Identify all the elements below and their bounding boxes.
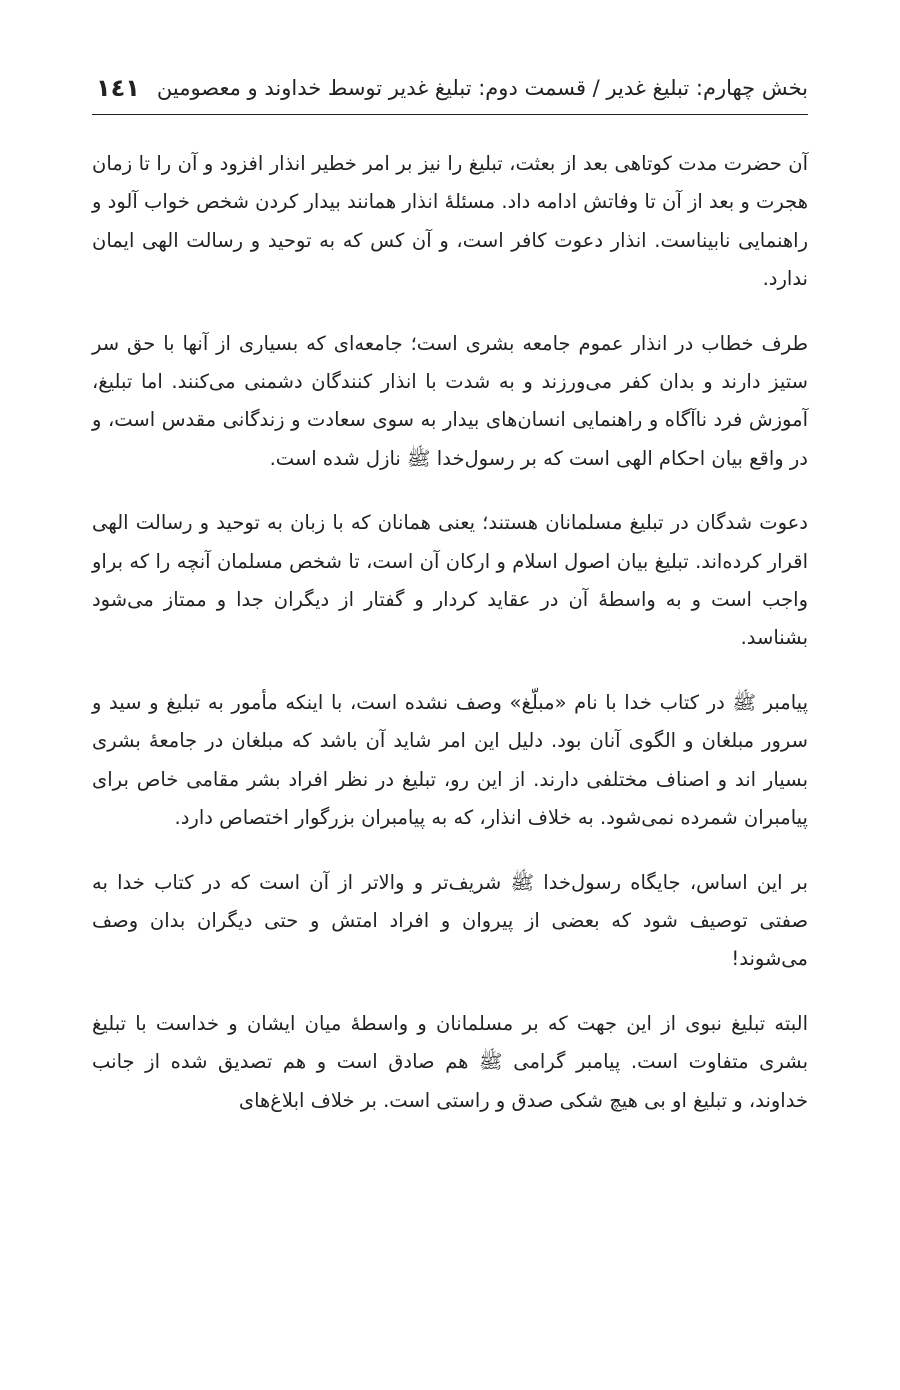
running-header [92,70,808,115]
paragraph-6: البته تبلیغ نبوی از این جهت که بر مسلمانان و واسطهٔ میان ایشان و خداست با تبلیغ بشری متفاوت است. پیامبر گرامی ﷺ هم صادق است و هم تصدیق شده از جانب خداوند، و تبلیغ او بی هیچ شکی صدق و راستی است. بر خلاف ابلاغ‌های [92,1011,808,1112]
paragraph-5: بر این اساس، جایگاه رسول‌خدا ﷺ شریف‌تر و والاتر از آن است که در کتاب خدا به صفتی توصیف شود که بعضی از پیروان و افراد امتش و حتی دیگران بدان وصف می‌شوند! [92,870,808,971]
paragraph-1: آن حضرت مدت کوتاهی بعد از بعثت، تبلیغ را نیز بر امر خطیر انذار افزود و آن را تا زمان هجرت و بعد از آن تا وفاتش ادامه داد. مسئلهٔ انذار همانند بیدار کردن شخص خواب آلود و راهنمایی نابیناست. انذار دعوت کافر است، و آن کس که به توحید و رسالت الهی ایمان ندارد. [92,152,808,291]
book-page [92,70,808,1146]
paragraph-3: دعوت شدگان در تبلیغ مسلمانان هستند؛ یعنی همانان که با زبان به توحید و رسالت الهی اقرار کرده‌اند. تبلیغ بیان اصول اسلام و ارکان آن است، تا شخص مسلمان آنچه را که براو واجب است و به واسطهٔ آن در عقاید کردار و گفتار از دیگران جدا و ممتاز می‌شود بشناسد. [92,511,808,650]
paragraph-2: طرف خطاب در انذار عموم جامعه بشری است؛ جامعه‌ای که بسیاری از آنها با حق سر ستیز دارند و بدان کفر می‌ورزند و به شدت با انذار کنندگان دشمنی می‌کنند. اما تبلیغ، آموزش فرد ناآگاه و راهنمایی انسان‌های بیدار به سوی سعادت و زندگانی مقدس است، و در واقع بیان احکام الهی است که بر رسول‌خدا ﷺ نازل شده است. [92,331,808,470]
running-header-title: بخش چهارم: تبلیغ غدیر / قسمت دوم: تبلیغ غدیر توسط خداوند و معصومین [156,76,808,100]
body-text [92,145,808,1120]
page-number: ١٤١ [96,74,140,102]
paragraph-4: پیامبر ﷺ در کتاب خدا با نام «مبلّغ» وصف نشده است، با اینکه مأمور به تبلیغ و سید و سرور مبلغان و الگوی آنان بود. دلیل این امر شاید آن باشد که مبلغان در جامعهٔ بشری بسیار اند و اصناف مختلفی دارند. از این رو، تبلیغ در نظر افراد بشر مقامی خاص برای پیامبران شمرده نمی‌شود. به خلاف انذار، که به پیامبران بزرگوار اختصاص دارد. [92,690,808,830]
